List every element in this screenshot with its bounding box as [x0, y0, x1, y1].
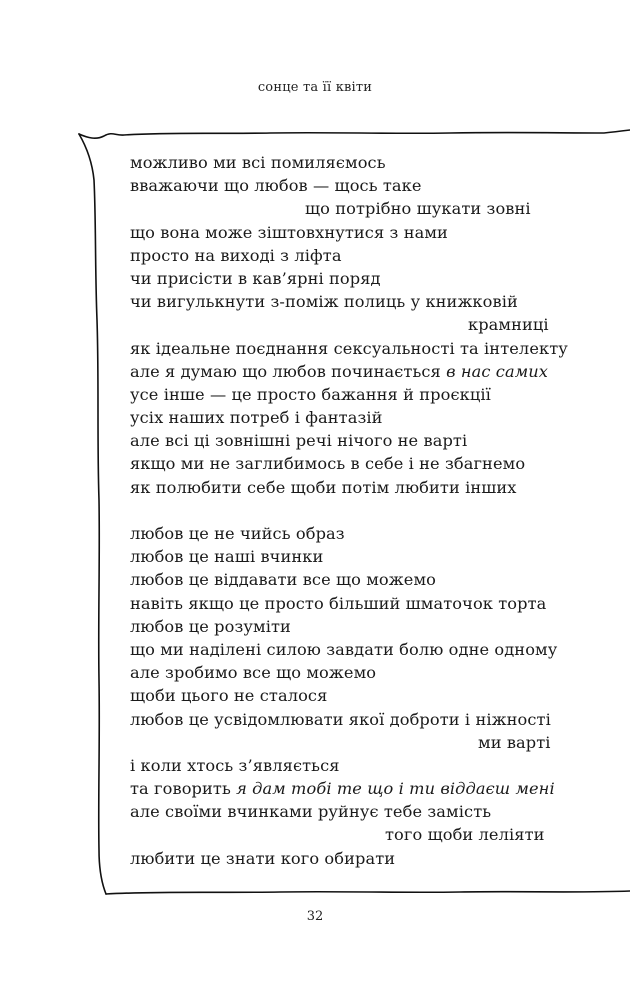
poem-line — [130, 847, 570, 870]
line-text: того щоби леліяти — [385, 825, 545, 845]
line-text: але зробимо все що можемо — [130, 663, 377, 683]
frame-top-edge — [79, 130, 630, 138]
poem-line — [130, 452, 570, 475]
poem-line — [130, 174, 570, 197]
line-text: любов це не чийсь образ — [130, 524, 345, 543]
poem-line — [130, 221, 570, 244]
line-text: любов це усвідомлювати якої доброти і ніжності — [130, 709, 551, 729]
poem-line — [130, 337, 570, 360]
poem-line — [130, 823, 570, 846]
running-head: сонце та її квіти — [257, 80, 373, 95]
poem-line — [130, 615, 570, 638]
poem-line — [130, 476, 570, 499]
poem — [130, 151, 570, 870]
poem-line — [130, 800, 570, 823]
page-number: 32 — [306, 909, 324, 924]
line-text: ми варті — [478, 732, 551, 752]
stanza-1 — [130, 151, 570, 499]
line-text: усе інше — це просто бажання й проєкції — [130, 384, 491, 404]
line-text: просто на виході з ліфта — [130, 245, 342, 265]
poem-line — [130, 754, 570, 777]
poem-line — [130, 661, 570, 684]
line-text: крамниці — [468, 315, 549, 335]
poem-line — [130, 592, 570, 615]
line-text: і коли хтось з’являється — [130, 755, 340, 775]
stanza-break — [130, 499, 570, 522]
poem-line — [130, 684, 570, 707]
line-text: як ідеальне поєднання сексуальності та інтелекту — [130, 338, 568, 358]
poem-line — [130, 360, 570, 383]
line-text: любов це наші вчинки — [130, 547, 324, 567]
line-text: але всі ці зовнішні речі нічого не варті — [130, 431, 468, 451]
italic-phrase: в нас самих — [446, 361, 548, 381]
poem-line — [130, 383, 570, 406]
line-text: любити це знати кого обирати — [130, 848, 396, 868]
poem-line — [130, 777, 570, 800]
poem-line — [130, 313, 570, 336]
line-text: любов це розуміти — [130, 616, 291, 636]
frame-bottom-edge — [106, 891, 630, 894]
poem-line — [130, 290, 570, 313]
line-text: навіть якщо це просто більший шматочок торта — [130, 593, 547, 613]
line-text: що вона може зіштовхнутися з нами — [130, 222, 448, 242]
poem-line — [130, 568, 570, 591]
poem-line — [130, 522, 570, 545]
line-text: любов це віддавати все що можемо — [130, 570, 436, 590]
poem-line — [130, 731, 570, 754]
line-text: щоби цього не сталося — [130, 686, 328, 706]
line-text: як полюбити себе щоби потім любити інших — [130, 477, 517, 497]
line-text: що потрібно шукати зовні — [305, 199, 531, 219]
poem-line — [130, 429, 570, 452]
line-text: чи вигулькнути з-поміж полиць у книжковій — [130, 292, 518, 312]
line-text: усіх наших потреб і фантазій — [130, 408, 383, 428]
poem-line — [130, 545, 570, 568]
poem-line — [130, 267, 570, 290]
poem-line — [130, 151, 570, 174]
line-text: але я думаю що любов починається — [130, 361, 447, 381]
poem-line — [130, 197, 570, 220]
line-text: вважаючи що любов — щось таке — [130, 176, 422, 196]
line-text: але своїми вчинками руйнує тебе замість — [130, 802, 492, 822]
poem-line — [130, 406, 570, 429]
poem-line — [130, 244, 570, 267]
poem-line — [130, 638, 570, 661]
line-text: якщо ми не заглибимось в себе і не збагнемо — [130, 454, 526, 474]
stanza-2 — [130, 522, 570, 870]
italic-phrase: я дам тобі те що і ти віддаєш мені — [236, 779, 555, 799]
line-text: та говорить — [130, 779, 237, 799]
frame-left-edge — [79, 134, 106, 894]
line-text: чи присісти в кав’ярні поряд — [130, 268, 381, 288]
line-text: що ми наділені силою завдати болю одне одному — [130, 639, 558, 659]
line-text: можливо ми всі помиляємось — [130, 153, 386, 172]
poem-line — [130, 708, 570, 731]
